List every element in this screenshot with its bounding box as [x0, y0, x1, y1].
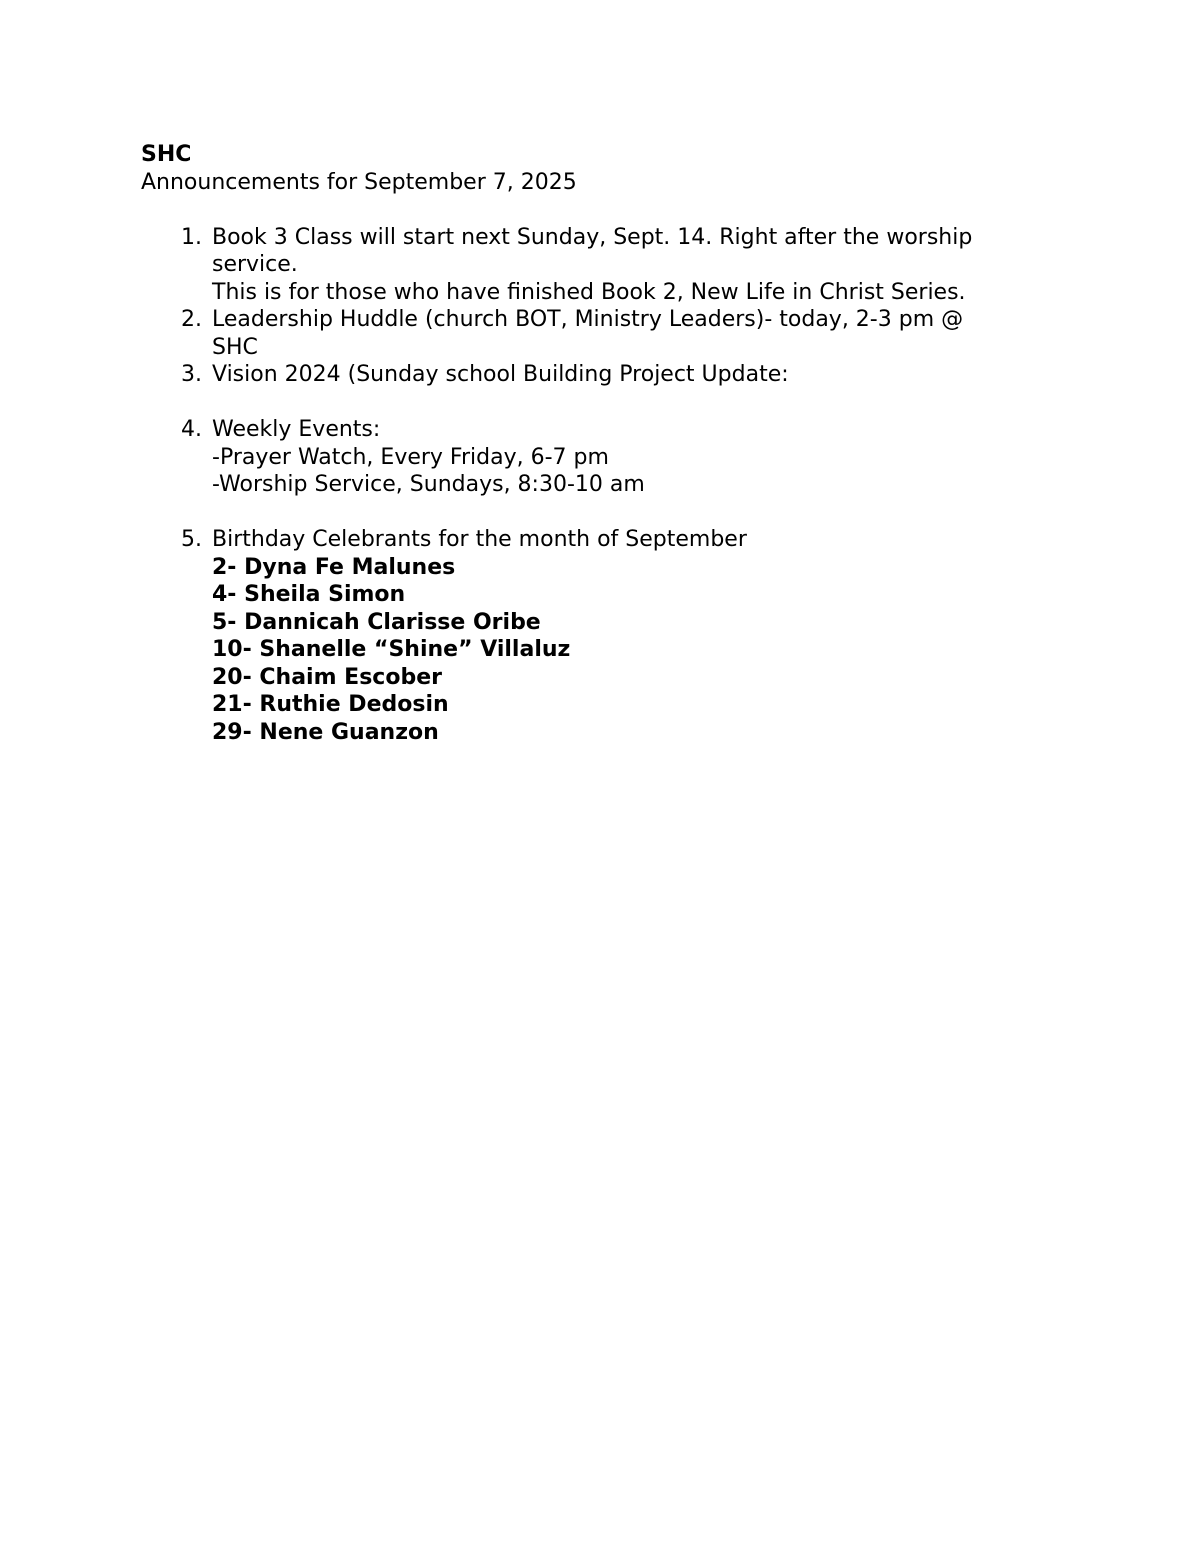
- celebrant-entry: 4- Sheila Simon: [212, 582, 406, 607]
- org-name: SHC: [141, 142, 192, 167]
- celebrant-entry: 10- Shanelle “Shine” Villaluz: [212, 637, 571, 662]
- celebrant-entry: 2- Dyna Fe Malunes: [212, 554, 456, 580]
- list-number: 3.: [181, 362, 202, 387]
- list-text-line: Vision 2024 (Sunday school Building Project Update:: [212, 362, 789, 387]
- spacer: [141, 389, 1041, 417]
- spacer: [141, 499, 1041, 527]
- celebrant-entry: 21- Ruthie Dedosin: [212, 692, 449, 717]
- list-number: 1.: [181, 224, 202, 250]
- announcement-document: [141, 141, 1041, 746]
- list-text-line: service.: [212, 252, 298, 277]
- list-item-content: [212, 306, 1041, 361]
- list-text-line: This is for those who have finished Book 2, New Life in Christ Series.: [212, 279, 966, 305]
- list-item-content: [212, 416, 1041, 499]
- celebrant-entry: 29- Nene Guanzon: [212, 719, 439, 745]
- document-title: Announcements for September 7, 2025: [141, 169, 577, 195]
- list-text-line: -Prayer Watch, Every Friday, 6-7 pm: [212, 444, 609, 470]
- list-text-line: SHC: [212, 334, 258, 360]
- list-text-line: -Worship Service, Sundays, 8:30-10 am: [212, 472, 645, 497]
- list-item-content: [212, 526, 1041, 746]
- celebrant-entry: 20- Chaim Escober: [212, 664, 442, 690]
- list-item-1: [141, 224, 1041, 307]
- list-item-content: [212, 361, 1041, 389]
- list-number: 5.: [181, 527, 202, 552]
- list-text-line: Book 3 Class will start next Sunday, Sept. 14. Right after the worship: [212, 224, 973, 250]
- list-text-line: Birthday Celebrants for the month of September: [212, 527, 747, 552]
- list-item-content: [212, 224, 1041, 307]
- list-item-3: [141, 361, 1041, 389]
- list-item-2: [141, 306, 1041, 361]
- spacer: [141, 196, 1041, 224]
- list-item-5: [141, 526, 1041, 746]
- list-number: 4.: [181, 417, 202, 442]
- list-number: 2.: [181, 307, 202, 332]
- list-text-line: Leadership Huddle (church BOT, Ministry Leaders)- today, 2-3 pm @: [212, 307, 964, 332]
- list-item-4: [141, 416, 1041, 499]
- celebrant-entry: 5- Dannicah Clarisse Oribe: [212, 609, 541, 635]
- list-text-line: Weekly Events:: [212, 417, 381, 442]
